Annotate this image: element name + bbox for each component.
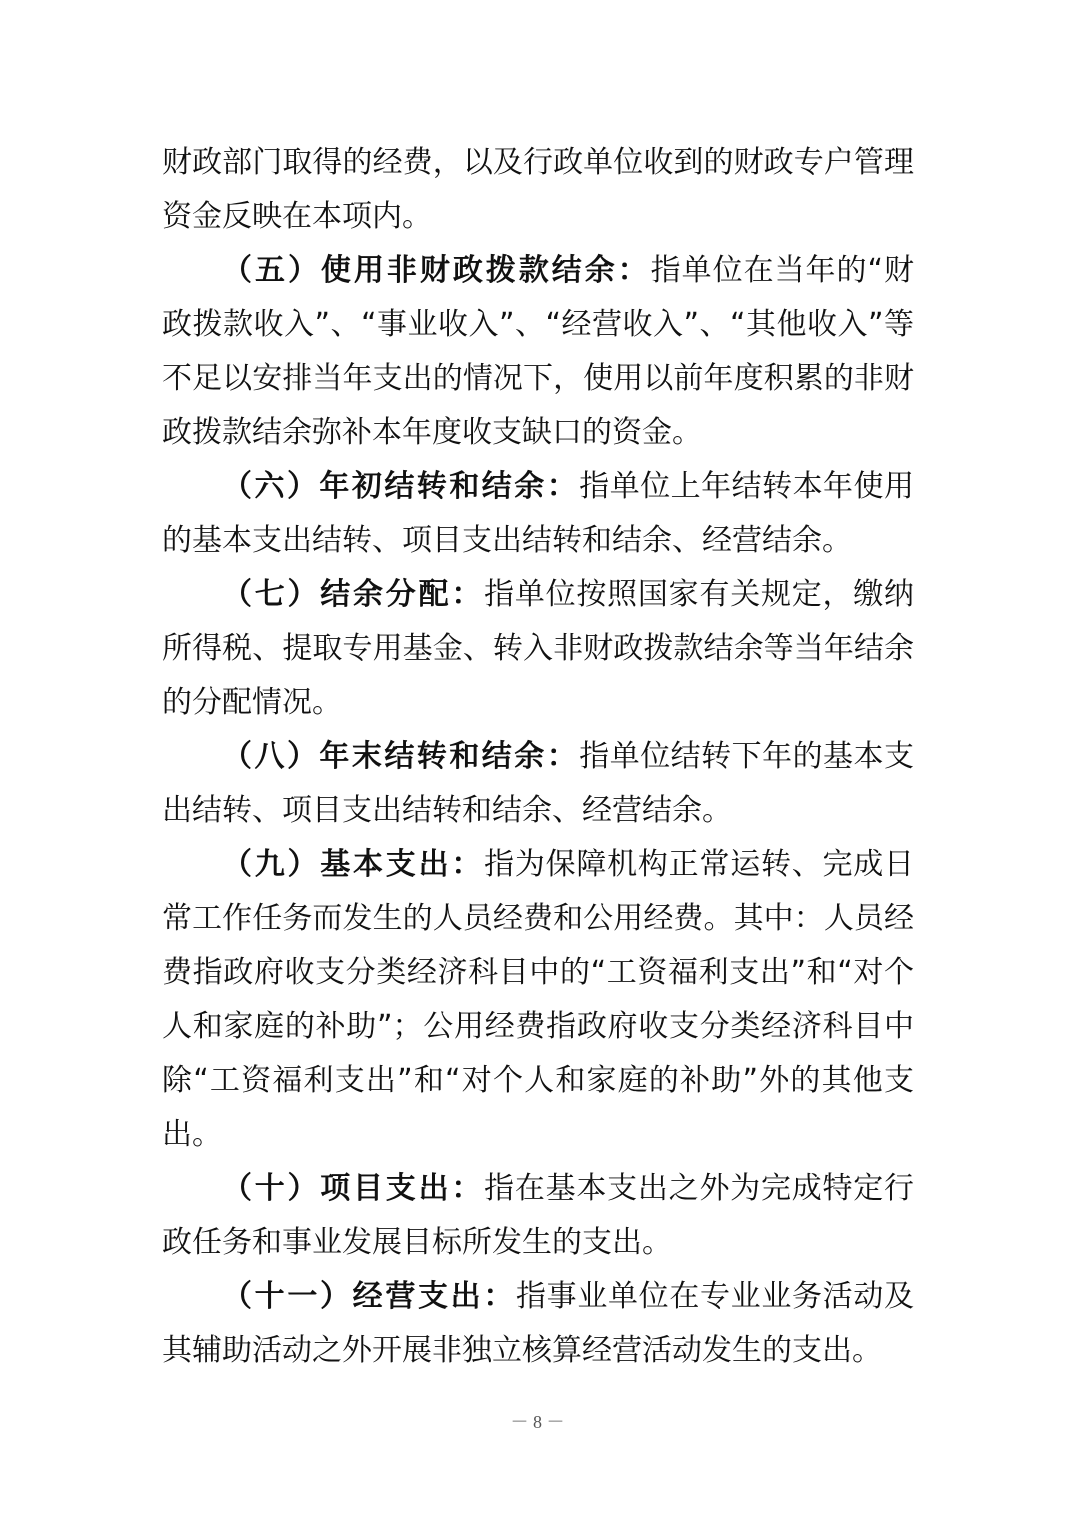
paragraph-basic-expenditure <box>162 838 914 1162</box>
paragraph-body: 指事业单位在专业业务活动及其辅助活动之外开展非独立核算经营活动发生的支出。 <box>162 1279 914 1368</box>
paragraph-balance-distribution <box>162 568 914 730</box>
paragraph-operating-expenditure <box>162 1270 914 1378</box>
document-body <box>162 136 914 1378</box>
paragraph-body: 指为保障机构正常运转、完成日常工作任务而发生的人员经费和公用经费。其中：人员经费指政府收支分类经济科目中的“工资福利支出”和“对个人和家庭的补助”；公用经费指政府收支分类经济科目中除“工资福利支出”和“对个人和家庭的补助”外的其他支出。 <box>162 847 915 1152</box>
paragraph-body: 指单位在当年的“财政拨款收入”、“事业收入”、“经营收入”、“其他收入”等不足以安排当年支出的情况下，使用以前年度积累的非财政拨款结余弥补本年度收支缺口的资金。 <box>162 253 915 450</box>
paragraph-body: 指单位按照国家有关规定，缴纳所得税、提取专用基金、转入非财政拨款结余等当年结余的分配情况。 <box>162 577 915 720</box>
paragraph-term: （九）基本支出： <box>222 847 485 882</box>
paragraph-continuation <box>162 136 914 244</box>
paragraph-body: 财政部门取得的经费，以及行政单位收到的财政专户管理资金反映在本项内。 <box>162 145 914 234</box>
paragraph-body: 指在基本支出之外为完成特定行政任务和事业发展目标所发生的支出。 <box>162 1171 915 1260</box>
paragraph-term: （十一）经营支出： <box>222 1279 516 1314</box>
paragraph-term: （八）年末结转和结余： <box>222 739 580 774</box>
paragraph-project-expenditure <box>162 1162 914 1270</box>
paragraph-body: 指单位结转下年的基本支出结转、项目支出结转和结余、经营结余。 <box>162 739 915 828</box>
paragraph-term: （六）年初结转和结余： <box>222 469 580 504</box>
paragraph-term: （七）结余分配： <box>222 577 485 612</box>
paragraph-body: 指单位上年结转本年使用的基本支出结转、项目支出结转和结余、经营结余。 <box>162 469 915 558</box>
paragraph-beginning-carryover <box>162 460 914 568</box>
paragraph-non-fiscal-balance-use <box>162 244 914 460</box>
paragraph-term: （五）使用非财政拨款结余： <box>222 253 651 288</box>
paragraph-year-end-carryover <box>162 730 914 838</box>
paragraph-term: （十）项目支出： <box>222 1171 485 1206</box>
page-number: － 8 － <box>510 1412 565 1432</box>
